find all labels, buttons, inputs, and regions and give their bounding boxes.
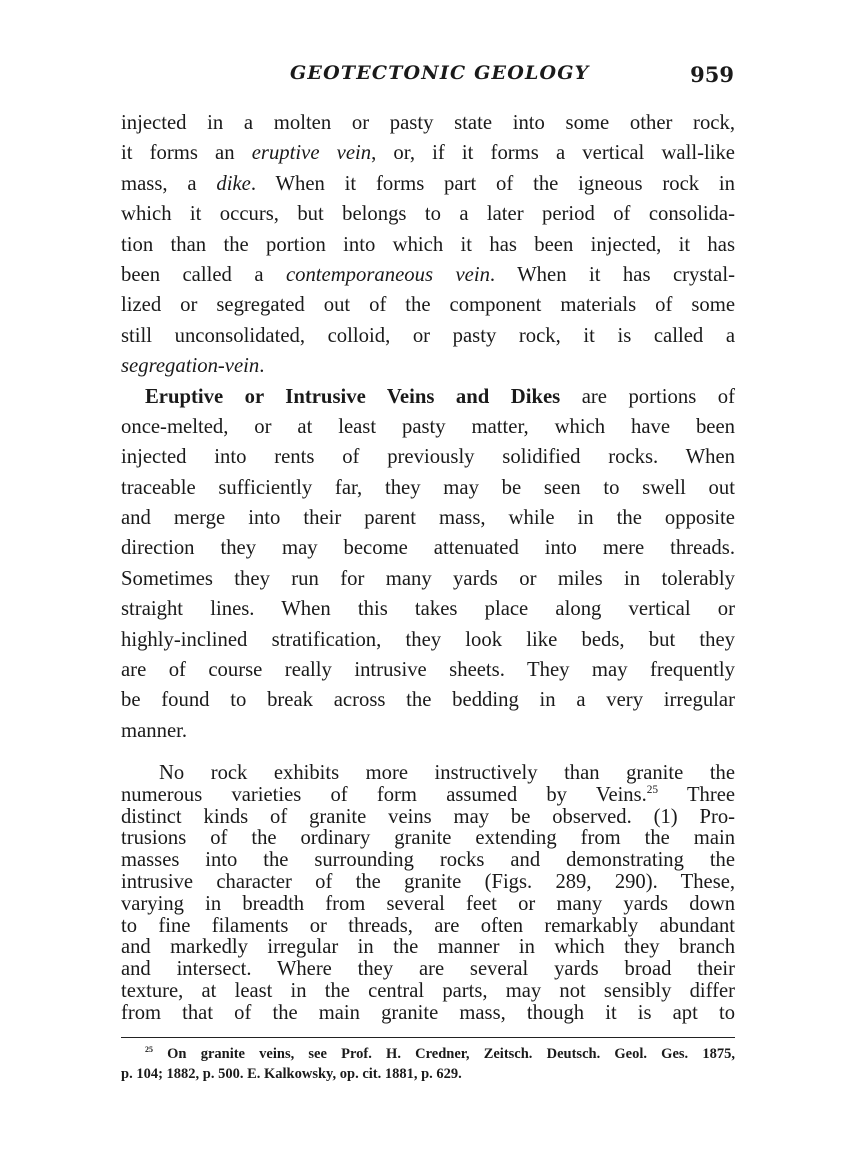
text-run: tion than the portion into which it has been injected, it has [121, 233, 735, 256]
small-line: distinct kinds of granite veins may be observed. (1) Pro- [121, 805, 735, 828]
text-line [121, 138, 735, 168]
footnote-text: p. 104; 1882, p. 500. E. Kalkowsky, op. cit. 1881, p. 629. [121, 1065, 462, 1082]
text-line [121, 108, 735, 138]
small-line: to fine filaments or threads, are often remarkably abundant [121, 914, 735, 937]
footnote-text: On granite veins, see Prof. H. Credner, Zeitsch. Deutsch. Geol. Ges. 1875, [152, 1046, 735, 1062]
small-line: and markedly irregular in the manner in which they branch [121, 936, 735, 959]
paragraph-2-first-line [121, 382, 735, 412]
small-print-paragraph [121, 763, 735, 1025]
small-rest [121, 807, 735, 1025]
text-line [121, 230, 735, 260]
italic-term: eruptive vein [251, 142, 372, 165]
text-run: . [259, 355, 265, 378]
italic-term: dike [216, 172, 251, 195]
text-line [121, 199, 735, 229]
body-text [121, 108, 735, 746]
paragraph-2 [121, 412, 735, 746]
footnotes [121, 1045, 735, 1084]
small-line [121, 785, 735, 807]
small-line: trusions of the ordinary granite extending from the main [121, 827, 735, 850]
small-line-text: Three [658, 783, 735, 806]
text-line [121, 169, 735, 199]
text-line: be found to break across the bedding in a very irregular [121, 689, 735, 712]
text-run: it forms an [121, 142, 252, 165]
text-line [121, 290, 735, 320]
footnote-line [121, 1045, 735, 1065]
text-line: Sometimes they run for many yards or miles in tolerably [121, 567, 735, 590]
small-line: and intersect. Where they are several yards broad their [121, 958, 735, 981]
footnote-line [121, 1065, 735, 1085]
text-line: manner. [121, 719, 188, 742]
small-line-text: No rock exhibits more instructively than granite the [159, 762, 735, 784]
small-line: masses into the surrounding rocks and demonstrating the [121, 849, 735, 872]
text-line: injected into rents of previously solidified rocks. When [121, 446, 735, 469]
section-heading-continuation: are portions of [560, 385, 735, 408]
footnote-reference[interactable]: 25 [646, 783, 659, 796]
small-line: varying in breadth from several feet or many yards down [121, 892, 735, 915]
text-line [121, 321, 735, 351]
small-line: texture, at least in the central parts, may not sensibly differ [121, 979, 735, 1002]
small-line: from that of the main granite mass, though it is apt to [121, 1001, 735, 1024]
running-title: GEOTECTONIC GEOLOGY [290, 62, 590, 84]
page-number: 959 [690, 62, 734, 87]
text-run: still unconsolidated, colloid, or pasty rock, it is called a [121, 324, 735, 347]
footnote-marker: 25 [145, 1045, 153, 1055]
text-line: and merge into their parent mass, while in the opposite [121, 507, 735, 530]
text-line: highly-inclined stratification, they look like beds, but they [121, 628, 735, 651]
small-line: intrusive character of the granite (Figs. 289, 290). These, [121, 870, 735, 893]
text-line: are of course really intrusive sheets. They may frequently [121, 659, 735, 682]
text-run: which it occurs, but belongs to a later period of consolida- [121, 203, 735, 226]
text-run: been called a [121, 263, 286, 286]
italic-term: segregation-vein [121, 355, 260, 378]
small-line-text: numerous varieties of form assumed by Veins. [121, 783, 647, 806]
running-head [122, 62, 734, 90]
text-run: . When it has crystal- [489, 263, 735, 286]
text-line: straight lines. When this takes place along vertical or [121, 598, 735, 621]
small-line [121, 763, 735, 785]
text-line [121, 260, 735, 290]
text-run: injected in a molten or pasty state into some other rock, [121, 112, 735, 134]
text-line: direction they may become attenuated into mere threads. [121, 537, 735, 560]
section-heading: Eruptive or Intrusive Veins and Dikes [145, 385, 561, 408]
text-run: . When it forms part of the igneous rock in [250, 172, 736, 195]
text-line: traceable sufficiently far, they may be seen to swell out [121, 476, 735, 499]
text-run: , or, if it forms a vertical wall-like [371, 142, 735, 165]
italic-term: contemporaneous vein [285, 263, 490, 286]
paragraph-1 [121, 108, 735, 382]
text-run: lized or segregated out of the component materials of some [121, 294, 735, 317]
text-line [121, 351, 735, 381]
text-line: once-melted, or at least pasty matter, which have been [121, 415, 735, 438]
footnote-divider [121, 1037, 735, 1038]
text-run: mass, a [121, 172, 217, 195]
